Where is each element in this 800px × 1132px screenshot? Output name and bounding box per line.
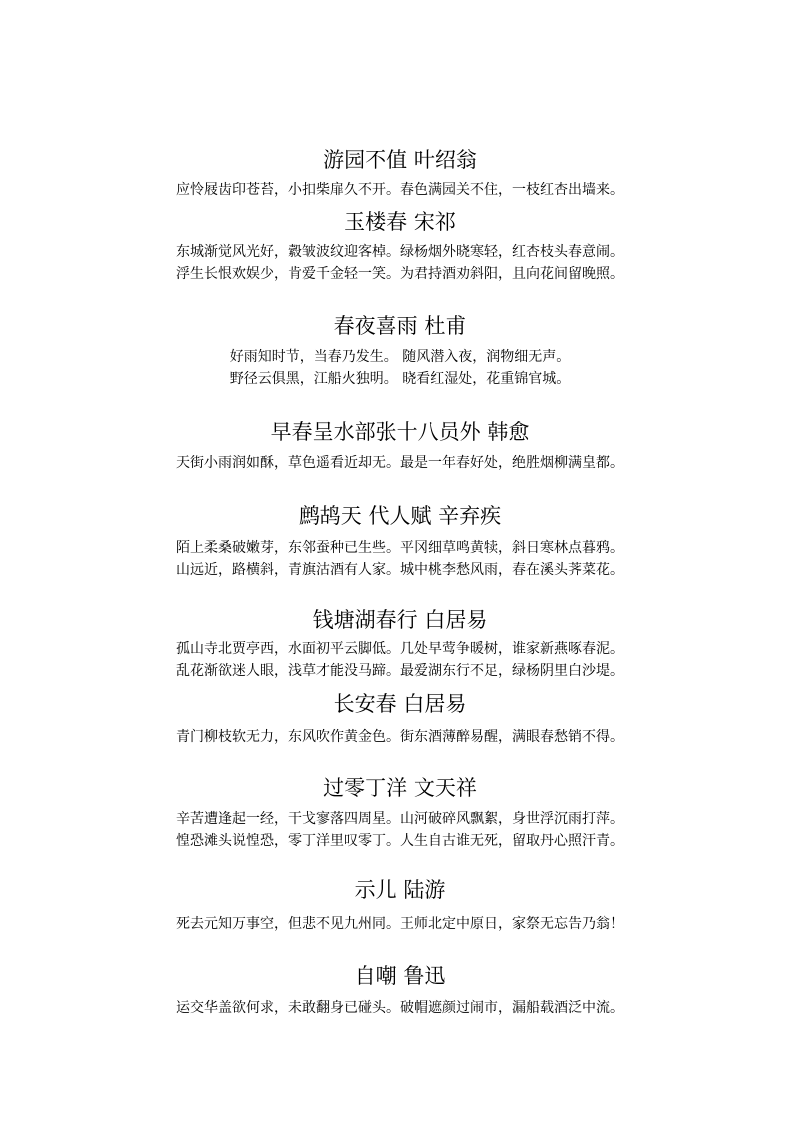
- poem-title: 游园不值 叶绍翁: [323, 148, 477, 172]
- poem-line: 陌上柔桑破嫩芽，东邻蚕种已生些。平冈细草鸣黄犊，斜日寒林点暮鸦。: [176, 540, 624, 556]
- poem-title: 早春呈水部张十八员外 韩愈: [270, 420, 530, 444]
- poem-line: 惶恐滩头说惶恐，零丁洋里叹零丁。人生自古谁无死，留取丹心照汗青。: [176, 833, 624, 849]
- poem-title: 钱塘湖春行 白居易: [312, 608, 488, 632]
- poem-line: 好雨知时节，当春乃发生。 随风潜入夜，润物细无声。: [229, 349, 571, 365]
- poem-line: 乱花渐欲迷人眼，浅草才能没马蹄。最爱湖东行不足，绿杨阴里白沙堤。: [176, 663, 624, 679]
- poem-line: 东城渐觉风光好，縠皱波纹迎客棹。绿杨烟外晓寒轻，红杏枝头春意闹。: [176, 244, 624, 260]
- poem-line: 浮生长恨欢娱少，肯爱千金轻一笑。为君持酒劝斜阳，且向花间留晚照。: [176, 266, 624, 282]
- poem-line: 辛苦遭逢起一经，干戈寥落四周星。山河破碎风飘絮，身世浮沉雨打萍。: [176, 811, 624, 827]
- poem-title: 过零丁洋 文天祥: [323, 776, 477, 800]
- poem-title: 示儿 陆游: [354, 878, 446, 902]
- poem-line: 青门柳枝软无力，东风吹作黄金色。街东酒薄醉易醒，满眼春愁销不得。: [176, 729, 624, 745]
- poem-line: 山远近，路横斜，青旗沽酒有人家。城中桃李愁风雨，春在溪头荠菜花。: [176, 562, 624, 578]
- poem-title: 自嘲 鲁迅: [354, 964, 446, 988]
- poem-title: 春夜喜雨 杜甫: [333, 314, 467, 338]
- poem-line: 天街小雨润如酥，草色遥看近却无。最是一年春好处，绝胜烟柳满皇都。: [176, 455, 624, 471]
- poem-line: 运交华盖欲何求，未敢翻身已碰头。破帽遮颜过闹市，漏船载酒泛中流。: [176, 1000, 624, 1016]
- poem-title: 玉楼春 宋祁: [344, 210, 456, 234]
- poem-title: 鹧鸪天 代人赋 辛弃疾: [298, 504, 502, 528]
- poem-line: 死去元知万事空，但悲不见九州同。王师北定中原日，家祭无忘告乃翁！: [176, 916, 624, 932]
- poem-line: 孤山寺北贾亭西，水面初平云脚低。几处早莺争暖树，谁家新燕啄春泥。: [176, 641, 624, 657]
- poem-line: 野径云俱黑，江船火独明。 晓看红湿处，花重锦官城。: [229, 371, 571, 387]
- poem-title: 长安春 白居易: [333, 692, 467, 716]
- poem-line: 应怜屐齿印苍苔，小扣柴扉久不开。春色满园关不住，一枝红杏出墙来。: [176, 182, 624, 198]
